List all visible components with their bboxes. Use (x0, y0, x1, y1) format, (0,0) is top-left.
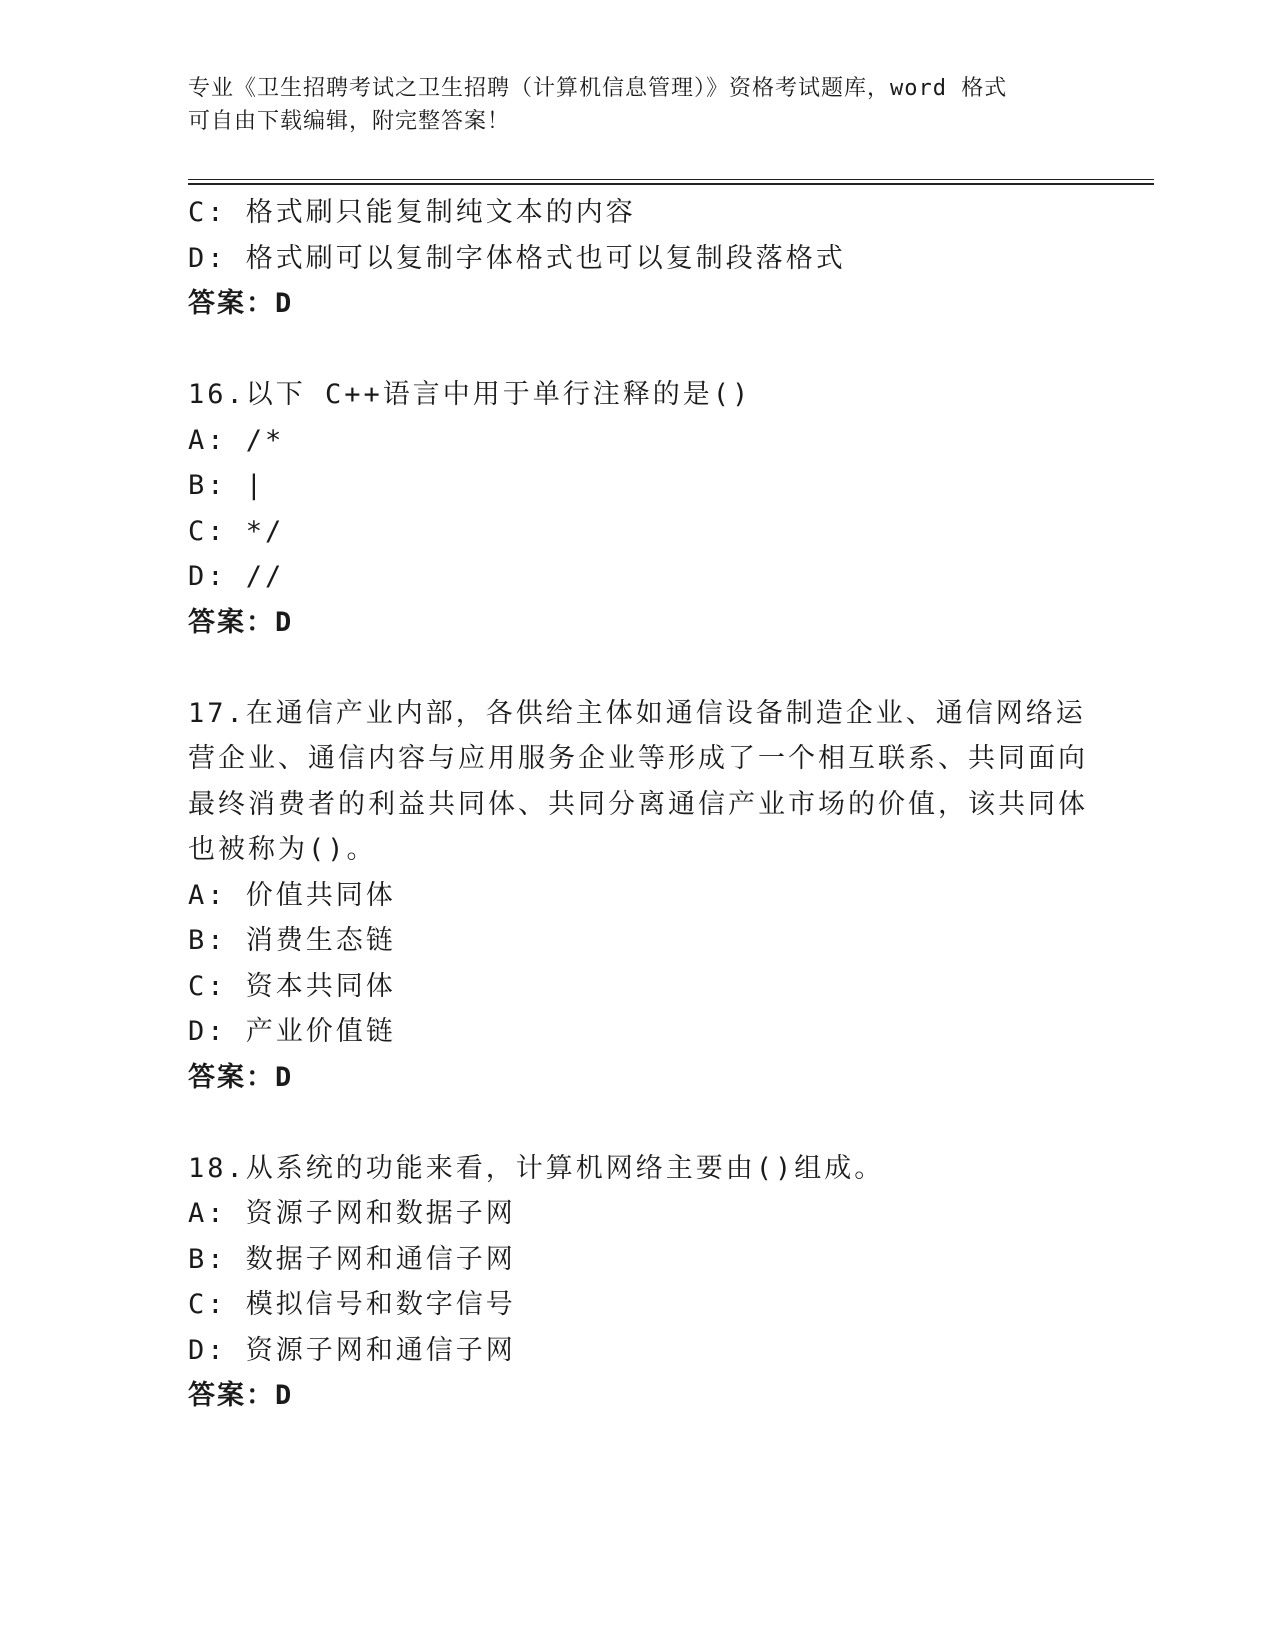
option-c: C: 资本共同体 (188, 970, 396, 1002)
question-text: 17.在通信产业内部，各供给主体如通信设备制造企业、通信网络运营企业、通信内容与应用服务企业等形成了一个相互联系、共同面向最终消费者的利益共同体、共同分离通信产业市场的价值，该共同体也被称为()。 (188, 697, 1088, 865)
question-list (188, 190, 1088, 1419)
question-text: 18.从系统的功能来看，计算机网络主要由()组成。 (188, 1152, 885, 1184)
header-line-2: 可自由下载编辑，附完整答案！ (188, 109, 511, 134)
option-d: D: 资源子网和通信子网 (188, 1334, 516, 1366)
option-d: D: 产业价值链 (188, 1016, 396, 1047)
document-header (188, 72, 1088, 138)
option-c: C: 格式刷只能复制纯文本的内容 (188, 197, 636, 228)
answer: 答案：D (188, 606, 294, 638)
option-b: B: 数据子网和通信子网 (188, 1243, 516, 1275)
answer: 答案：D (188, 288, 294, 319)
option-b: B: 消费生态链 (188, 925, 396, 956)
option-b: B: | (188, 470, 266, 501)
header-divider-thin (188, 179, 1154, 180)
option-a: A: /* (188, 424, 285, 456)
option-c: C: */ (188, 515, 285, 547)
answer: 答案：D (188, 1061, 294, 1093)
question-18 (188, 1146, 1088, 1419)
header-line-1: 专业《卫生招聘考试之卫生招聘（计算机信息管理）》资格考试题库，word 格式 (188, 76, 1008, 101)
option-a: A: 价值共同体 (188, 879, 396, 911)
option-d: D: // (188, 561, 285, 592)
answer: 答案：D (188, 1380, 294, 1411)
question-15 (188, 190, 1088, 327)
option-a: A: 资源子网和数据子网 (188, 1198, 516, 1229)
header-divider-thick (188, 183, 1154, 185)
question-17 (188, 691, 1088, 1101)
option-d: D: 格式刷可以复制字体格式也可以复制段落格式 (188, 242, 846, 274)
question-text: 16.以下 C++语言中用于单行注释的是() (188, 379, 752, 410)
question-16 (188, 372, 1088, 645)
option-c: C: 模拟信号和数字信号 (188, 1289, 516, 1320)
